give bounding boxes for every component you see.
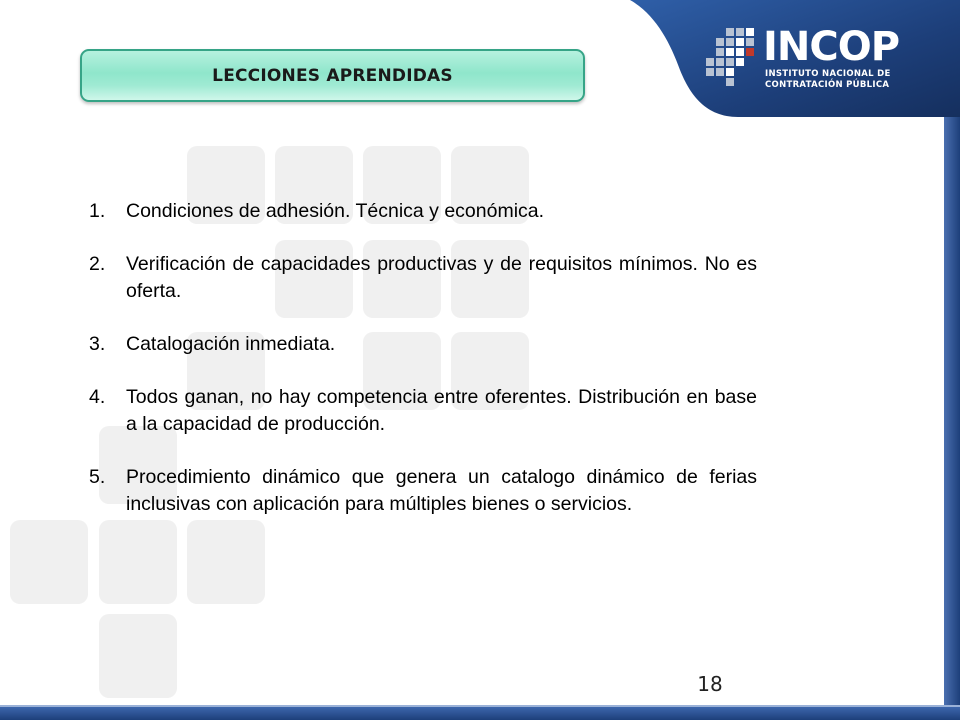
slide-title: LECCIONES APRENDIDAS [212,65,453,86]
list-item-number: 2. [89,253,106,275]
list-item [89,331,757,358]
list-item [89,384,757,438]
logo-subtitle-line2: CONTRATACIÓN PÚBLICA [765,80,890,90]
incop-logo [706,24,906,94]
list-item-text: Verificación de capacidades productivas y de requisitos mínimos. No es oferta. [126,253,757,302]
list-item-number: 1. [89,200,106,222]
list-item-text: Condiciones de adhesión. Técnica y económica. [126,200,545,222]
list-item-text: Procedimiento dinámico que genera un catalogo dinámico de ferias inclusivas con aplicación para múltiples bienes o servicios. [126,466,757,515]
list-item [89,464,757,518]
list-item-text: Catalogación inmediata. [126,333,336,355]
list-item-text: Todos ganan, no hay competencia entre oferentes. Distribución en base a la capacidad de producción. [126,386,757,435]
page-number: 18 [697,672,723,696]
list-item [89,251,757,305]
logo-subtitle-line1: INSTITUTO NACIONAL DE [765,69,891,79]
logo-squares-icon [706,24,762,94]
lessons-list [89,198,757,544]
list-item [89,198,757,225]
logo-wordmark: INCOP [763,24,900,70]
title-banner [80,49,585,102]
list-item-number: 4. [89,386,106,408]
list-item-number: 5. [89,466,106,488]
list-item-number: 3. [89,333,106,355]
